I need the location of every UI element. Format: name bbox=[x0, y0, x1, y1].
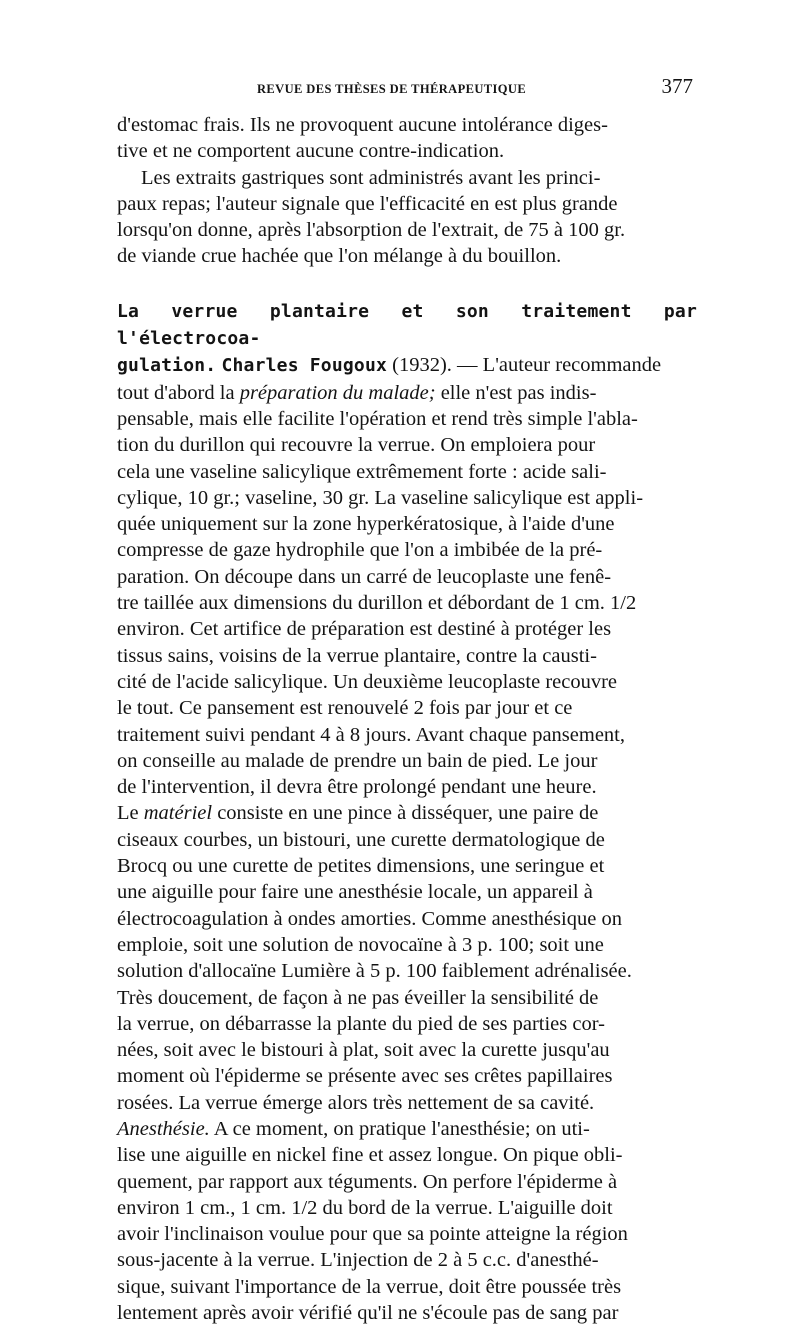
article-author: Charles Fougoux bbox=[221, 355, 388, 377]
text-line: une aiguille pour faire une anesthésie locale, un appareil à bbox=[117, 881, 593, 904]
section-gap bbox=[117, 270, 697, 298]
text-line: nées, soit avec le bistouri à plat, soit avec la curette jusqu'au bbox=[117, 1039, 610, 1062]
text-line: quement, par rapport aux téguments. On perfore l'épiderme à bbox=[117, 1170, 618, 1193]
emphasis-anesthesie: Anesthésie. bbox=[117, 1117, 210, 1140]
text-line: d'estomac frais. Ils ne provoquent aucune intolérance diges- bbox=[117, 114, 608, 136]
text-line: environ. Cet artifice de préparation est destiné à protéger les bbox=[117, 618, 612, 641]
text-line: Brocq ou une curette de petites dimensions, une seringue et bbox=[117, 855, 605, 878]
text-line: lentement après avoir vérifié qu'il ne s'écoule pas de sang par bbox=[117, 1302, 619, 1325]
text-run: elle n'est pas indis- bbox=[435, 381, 597, 404]
text-line: compresse de gaze hydrophile que l'on a imbibée de la pré- bbox=[117, 539, 603, 562]
text-line: Très doucement, de façon à ne pas éveiller la sensibilité de bbox=[117, 986, 599, 1009]
article-year: (1932). — L'auteur recommande bbox=[392, 354, 662, 377]
text-line: paration. On découpe dans un carré de leucoplaste une fenê- bbox=[117, 565, 612, 588]
article-title-line bbox=[117, 298, 697, 353]
paragraph-gastric-extracts bbox=[117, 165, 697, 270]
text-run: A ce moment, on pratique l'anesthésie; on uti- bbox=[209, 1117, 590, 1140]
page-number: 377 bbox=[661, 74, 693, 98]
article-title-line bbox=[117, 352, 697, 379]
document-page bbox=[117, 72, 697, 1326]
running-title: REVUE DES THÈSES DE THÉRAPEUTIQUE bbox=[257, 82, 527, 96]
text-line: emploie, soit une solution de novocaïne à 3 p. 100; soit une bbox=[117, 933, 604, 956]
text-line: cylique, 10 gr.; vaseline, 30 gr. La vaseline salicylique est appli- bbox=[117, 486, 644, 509]
text-line bbox=[117, 380, 697, 406]
paragraph-continuation bbox=[117, 112, 697, 165]
text-line bbox=[117, 800, 697, 826]
text-run: tout d'abord la bbox=[117, 381, 240, 404]
text-line: de viande crue hachée que l'on mélange à du bouillon. bbox=[117, 245, 562, 268]
text-line: Les extraits gastriques sont administrés avant les princi- bbox=[141, 166, 601, 189]
text-line: tive et ne comportent aucune contre-indication. bbox=[117, 140, 505, 163]
text-line: rosées. La verrue émerge alors très nettement de sa cavité. bbox=[117, 1091, 595, 1114]
text-line: ciseaux courbes, un bistouri, une curette dermatologique de bbox=[117, 828, 605, 851]
text-line: on conseille au malade de prendre un bain de pied. Le jour bbox=[117, 749, 598, 772]
text-line: pensable, mais elle facilite l'opération et rend très simple l'abla- bbox=[117, 407, 638, 430]
text-line: tissus sains, voisins de la verrue plantaire, contre la causti- bbox=[117, 644, 597, 667]
text-line: sous-jacente à la verrue. L'injection de 2 à 5 c.c. d'anesthé- bbox=[117, 1249, 599, 1272]
text-line: traitement suivi pendant 4 à 8 jours. Avant chaque pansement, bbox=[117, 723, 625, 746]
text-line: tre taillée aux dimensions du durillon et débordant de 1 cm. 1/2 bbox=[117, 592, 637, 615]
article-title-end: gulation. bbox=[117, 355, 217, 377]
article-title: La verrue plantaire et son traitement par l'électrocoa- bbox=[117, 300, 697, 350]
emphasis-preparation: préparation du malade; bbox=[239, 381, 436, 404]
text-line: moment où l'épiderme se présente avec ses crêtes papillaires bbox=[117, 1065, 613, 1088]
text-run: Le bbox=[117, 802, 144, 825]
text-line: tion du durillon qui recouvre la verrue. On emploiera pour bbox=[117, 434, 596, 457]
text-line bbox=[117, 1116, 697, 1142]
text-run: consiste en une pince à disséquer, une paire de bbox=[212, 802, 599, 825]
text-line: avoir l'inclinaison voulue pour que sa pointe atteigne la région bbox=[117, 1223, 628, 1246]
text-line: la verrue, on débarrasse la plante du pied de ses parties cor- bbox=[117, 1012, 605, 1035]
emphasis-materiel: matériel bbox=[143, 802, 213, 825]
text-line: électrocoagulation à ondes amorties. Comme anesthésique on bbox=[117, 907, 622, 930]
text-line: quée uniquement sur la zone hyperkératosique, à l'aide d'une bbox=[117, 513, 615, 536]
running-header bbox=[117, 72, 697, 112]
text-line: environ 1 cm., 1 cm. 1/2 du bord de la verrue. L'aiguille doit bbox=[117, 1196, 613, 1219]
text-line: lise une aiguille en nickel fine et assez longue. On pique obli- bbox=[117, 1144, 623, 1167]
text-line: le tout. Ce pansement est renouvelé 2 fois par jour et ce bbox=[117, 697, 573, 720]
text-line: paux repas; l'auteur signale que l'efficacité en est plus grande bbox=[117, 192, 618, 215]
text-line: de l'intervention, il devra être prolongé pendant une heure. bbox=[117, 776, 597, 799]
text-line: cité de l'acide salicylique. Un deuxième leucoplaste recouvre bbox=[117, 670, 618, 693]
text-line: sique, suivant l'importance de la verrue, doit être poussée très bbox=[117, 1275, 622, 1298]
text-line: solution d'allocaïne Lumière à 5 p. 100 faiblement adrénalisée. bbox=[117, 960, 632, 983]
text-line: lorsqu'on donne, après l'absorption de l'extrait, de 75 à 100 gr. bbox=[117, 219, 626, 242]
text-line: cela une vaseline salicylique extrêmement forte : acide sali- bbox=[117, 460, 607, 483]
article-review bbox=[117, 298, 697, 1326]
